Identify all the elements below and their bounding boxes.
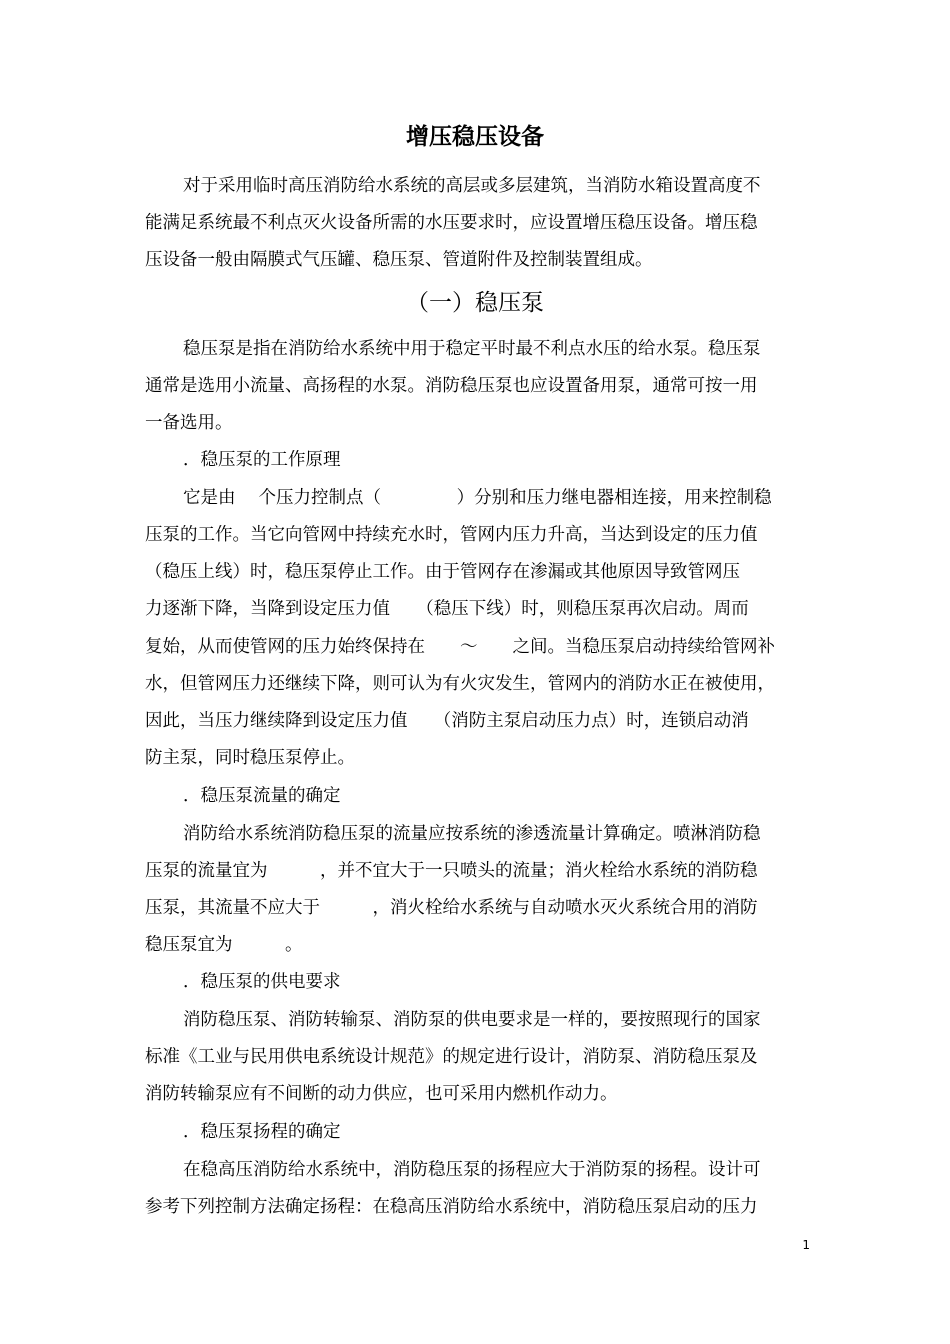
subheading: ．稳压泵的工作原理 (183, 450, 341, 470)
paragraph-line: 压泵，其流量不应大于 ，消火栓给水系统与自动喷水灭火系统合用的消防 (145, 898, 758, 918)
paragraph-line: 参考下列控制方法确定扬程：在稳高压消防给水系统中，消防稳压泵启动的压力 (145, 1197, 758, 1217)
paragraph-line: 复始，从而使管网的压力始终保持在 ～ 之间。当稳压泵启动持续给管网补 (145, 637, 775, 657)
paragraph-line: （稳压上线）时，稳压泵停止工作。由于管网存在渗漏或其他原因导致管网压 (145, 562, 740, 582)
paragraph-line: 标准《工业与民用供电系统设计规范》的规定进行设计，消防泵、消防稳压泵及 (145, 1047, 758, 1067)
document-title: 增压稳压设备 (406, 124, 544, 150)
paragraph-line: 因此，当压力继续降到设定压力值 （消防主泵启动压力点）时，连锁启动消 (145, 711, 749, 731)
paragraph-line: 通常是选用小流量、高扬程的水泵。消防稳压泵也应设置备用泵，通常可按一用 (145, 376, 758, 396)
paragraph-line: 水，但管网压力还继续下降，则可认为有火灾发生，管网内的消防水正在被使用， (145, 674, 775, 694)
paragraph-line: 消防转输泵应有不间断的动力供应，也可采用内燃机作动力。 (145, 1084, 618, 1104)
paragraph-line: 力逐渐下降，当降到设定压力值 （稳压下线）时，则稳压泵再次启动。周而 (145, 599, 749, 619)
page-number: 1 (802, 1238, 810, 1252)
section-heading: （一）稳压泵 (406, 290, 544, 316)
paragraph-line: 防主泵，同时稳压泵停止。 (145, 748, 355, 768)
subheading: ．稳压泵流量的确定 (183, 786, 341, 806)
intro-line: 能满足系统最不利点灭火设备所需的水压要求时，应设置增压稳压设备。增压稳 (145, 213, 758, 233)
subheading: ．稳压泵扬程的确定 (183, 1122, 341, 1142)
paragraph-line: 压泵的流量宜为 ，并不宜大于一只喷头的流量；消火栓给水系统的消防稳 (145, 861, 758, 881)
paragraph-line: 消防稳压泵、消防转输泵、消防泵的供电要求是一样的，要按照现行的国家 (183, 1010, 761, 1030)
paragraph-line: 消防给水系统消防稳压泵的流量应按系统的渗透流量计算确定。喷淋消防稳 (183, 824, 761, 844)
intro-line: 对于采用临时高压消防给水系统的高层或多层建筑，当消防水箱设置高度不 (183, 176, 761, 196)
paragraph-line: 稳压泵宜为 。 (145, 935, 303, 955)
paragraph-line: 它是由 个压力控制点（ ）分别和压力继电器相连接，用来控制稳 (183, 488, 772, 508)
paragraph-line: 在稳高压消防给水系统中，消防稳压泵的扬程应大于消防泵的扬程。设计可 (183, 1160, 761, 1180)
paragraph-line: 压泵的工作。当它向管网中持续充水时，管网内压力升高，当达到设定的压力值 (145, 525, 758, 545)
paragraph-line: 稳压泵是指在消防给水系统中用于稳定平时最不利点水压的给水泵。稳压泵 (183, 339, 761, 359)
intro-line: 压设备一般由隔膜式气压罐、稳压泵、管道附件及控制装置组成。 (145, 250, 653, 270)
subheading: ．稳压泵的供电要求 (183, 972, 341, 992)
paragraph-line: 一备选用。 (145, 413, 233, 433)
